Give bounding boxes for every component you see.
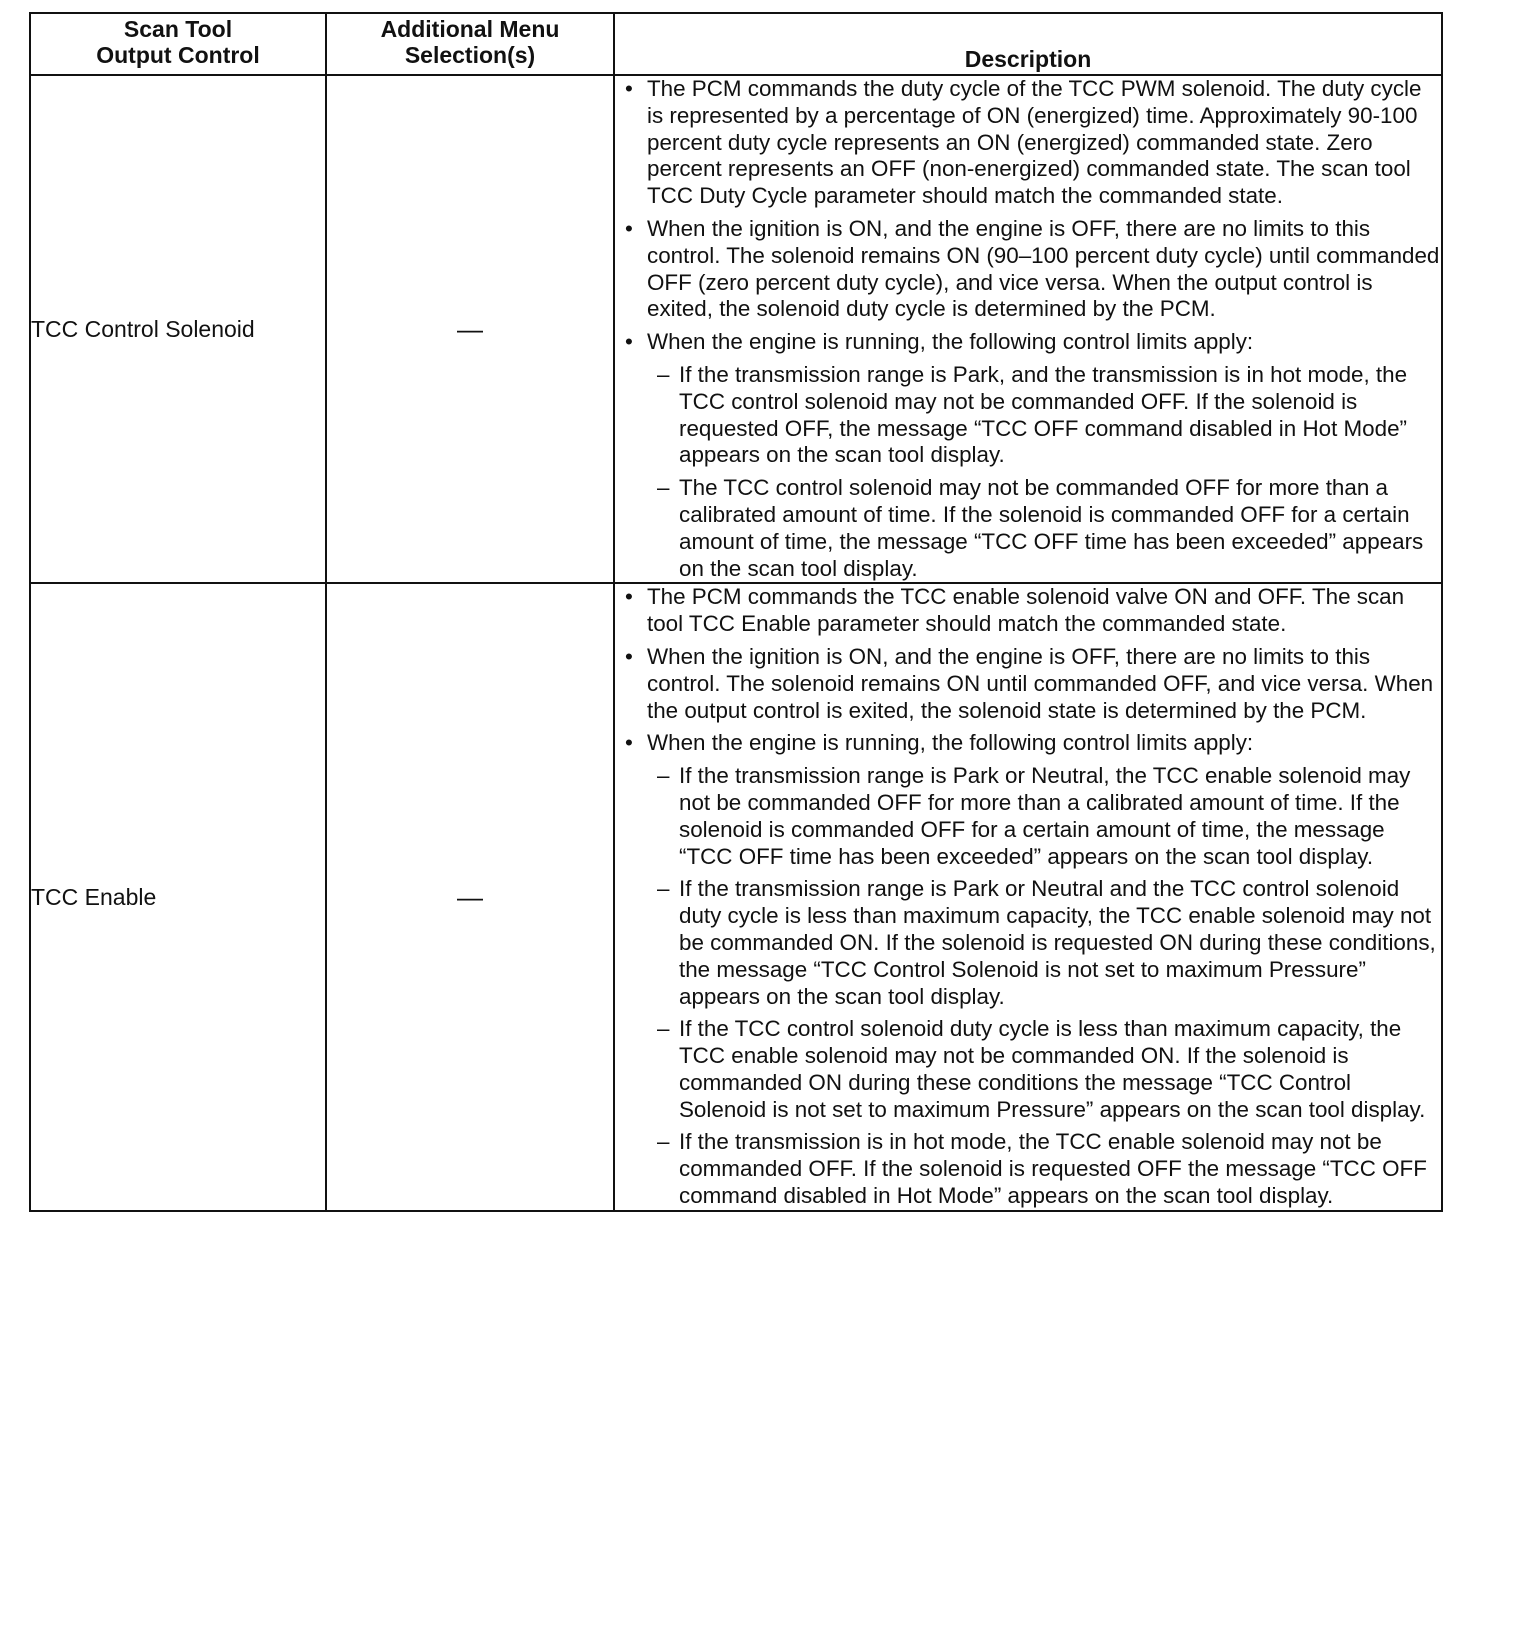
header-output-control [30, 13, 326, 75]
header-menu-selection-line-1: Additional Menu [380, 16, 560, 42]
bullet-item-text: When the engine is running, the following control limits apply: [647, 329, 1254, 355]
table-header [30, 13, 1442, 75]
sub-item: – If the TCC control solenoid duty cycle is less than maximum capacity, the TCC enable solenoid may not be commanded ON. If the solenoid is commanded ON during these conditions the message “TCC Control Solenoid is not set to maximum Pressure” appears on the scan tool display. [647, 1016, 1441, 1123]
bullet-item-with-subitems [615, 329, 1441, 582]
header-description: Description [614, 13, 1442, 75]
header-row [30, 13, 1442, 75]
sub-item: – If the transmission is in hot mode, the TCC enable solenoid may not be commanded OFF. If the solenoid is requested OFF the message “TCC OFF command disabled in Hot Mode” appears on the scan tool display. [647, 1129, 1441, 1209]
menu-selection: — [326, 583, 614, 1211]
header-output-control-line-1: Scan Tool [123, 16, 233, 42]
bullet-item: • When the ignition is ON, and the engine is OFF, there are no limits to this control. The solenoid remains ON until commanded OFF, and vice versa. When the output control is exited, the solenoid state is determined by the PCM. [615, 644, 1441, 724]
table-row-tcc-control-solenoid [30, 75, 1442, 583]
bullet-item: • The PCM commands the duty cycle of the TCC PWM solenoid. The duty cycle is represented by a percentage of ON (energized) time. Approximately 90-100 percent duty cycle represents an ON (energized) commanded state. Zero percent represents an OFF (non-energized) commanded state. The scan tool TCC Duty Cycle parameter should match the commanded state. [615, 76, 1441, 210]
header-menu-selection [326, 13, 614, 75]
output-control-name: TCC Control Solenoid [30, 75, 326, 583]
description-cell [614, 583, 1442, 1211]
menu-selection: — [326, 75, 614, 583]
table-row-tcc-enable [30, 583, 1442, 1211]
bullet-item-text: When the engine is running, the following control limits apply: [647, 730, 1254, 756]
sub-item-list [647, 362, 1441, 582]
bullet-list [615, 584, 1441, 1210]
header-menu-selection-line-2: Selection(s) [404, 42, 536, 68]
bullet-item: • When the ignition is ON, and the engine is OFF, there are no limits to this control. The solenoid remains ON (90–100 percent duty cycle) until commanded OFF (zero percent duty cycle), and vice versa. When the output control is exited, the solenoid duty cycle is determined by the PCM. [615, 216, 1441, 323]
header-output-control-line-2: Output Control [96, 42, 260, 68]
bullet-item-with-subitems [615, 730, 1441, 1210]
sub-item: – If the transmission range is Park or Neutral and the TCC control solenoid duty cycle is less than maximum capacity, the TCC enable solenoid may not be commanded ON. If the solenoid is requested ON during these conditions, the message “TCC Control Solenoid is not set to maximum Pressure” appears on the scan tool display. [647, 876, 1441, 1010]
description-cell [614, 75, 1442, 583]
sub-item: – If the transmission range is Park, and the transmission is in hot mode, the TCC control solenoid may not be commanded OFF. If the solenoid is requested OFF, the message “TCC OFF command disabled in Hot Mode” appears on the scan tool display. [647, 362, 1441, 469]
sub-item: – The TCC control solenoid may not be commanded OFF for more than a calibrated amount of time. If the solenoid is commanded OFF for a certain amount of time, the message “TCC OFF time has been exceeded” appears on the scan tool display. [647, 475, 1441, 582]
sub-item-list [647, 763, 1441, 1210]
output-control-table [29, 12, 1443, 1212]
output-control-name: TCC Enable [30, 583, 326, 1211]
sub-item: – If the transmission range is Park or Neutral, the TCC enable solenoid may not be commanded OFF for more than a calibrated amount of time. If the solenoid is commanded OFF for a certain amount of time, the message “TCC OFF time has been exceeded” appears on the scan tool display. [647, 763, 1441, 870]
bullet-item: • The PCM commands the TCC enable solenoid valve ON and OFF. The scan tool TCC Enable parameter should match the commanded state. [615, 584, 1441, 638]
bullet-list [615, 76, 1441, 582]
